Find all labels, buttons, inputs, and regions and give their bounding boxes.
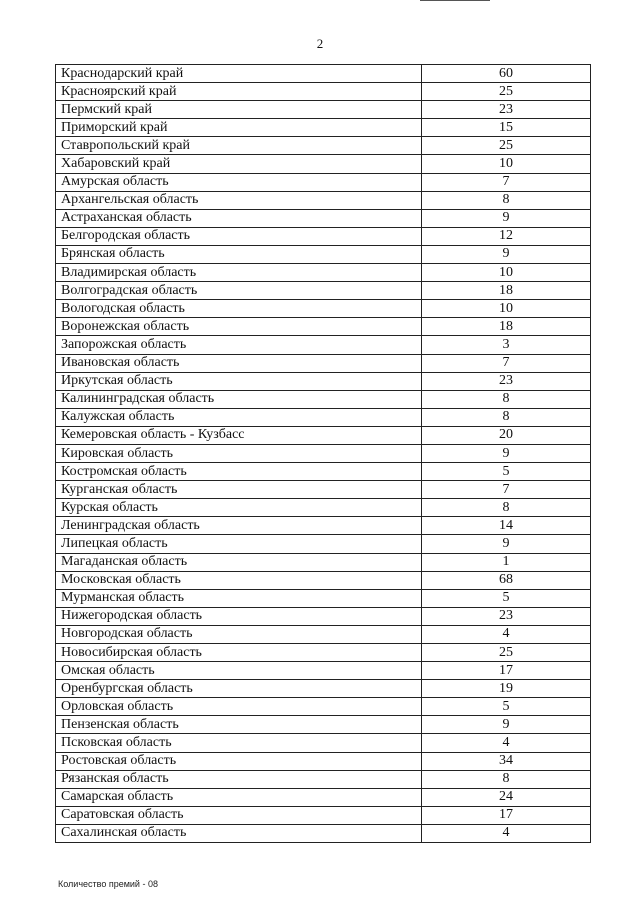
region-name-cell: Пензенская область xyxy=(56,716,422,734)
region-name-cell: Московская область xyxy=(56,571,422,589)
award-count-cell: 8 xyxy=(422,191,591,209)
region-name-cell: Астраханская область xyxy=(56,209,422,227)
award-count-cell: 9 xyxy=(422,716,591,734)
table-row xyxy=(56,245,591,263)
region-name-cell: Вологодская область xyxy=(56,300,422,318)
award-count-cell: 4 xyxy=(422,625,591,643)
award-count-cell: 9 xyxy=(422,535,591,553)
award-count-cell: 18 xyxy=(422,318,591,336)
table-row xyxy=(56,680,591,698)
table-row xyxy=(56,300,591,318)
region-name-cell: Оренбургская область xyxy=(56,680,422,698)
table-row xyxy=(56,101,591,119)
table-row xyxy=(56,83,591,101)
award-count-cell: 4 xyxy=(422,734,591,752)
top-edge-line xyxy=(420,0,490,1)
region-name-cell: Воронежская область xyxy=(56,318,422,336)
region-name-cell: Приморский край xyxy=(56,119,422,137)
table-row xyxy=(56,264,591,282)
region-name-cell: Псковская область xyxy=(56,734,422,752)
award-count-cell: 4 xyxy=(422,824,591,842)
award-count-cell: 25 xyxy=(422,137,591,155)
region-name-cell: Курская область xyxy=(56,499,422,517)
award-count-cell: 25 xyxy=(422,644,591,662)
award-count-cell: 1 xyxy=(422,553,591,571)
region-name-cell: Владимирская область xyxy=(56,264,422,282)
region-name-cell: Иркутская область xyxy=(56,372,422,390)
award-count-cell: 24 xyxy=(422,788,591,806)
region-name-cell: Амурская область xyxy=(56,173,422,191)
award-count-cell: 20 xyxy=(422,426,591,444)
region-name-cell: Архангельская область xyxy=(56,191,422,209)
table-row xyxy=(56,806,591,824)
table-row xyxy=(56,481,591,499)
award-count-cell: 7 xyxy=(422,354,591,372)
region-name-cell: Калужская область xyxy=(56,408,422,426)
region-name-cell: Омская область xyxy=(56,662,422,680)
table-row xyxy=(56,282,591,300)
award-count-cell: 8 xyxy=(422,408,591,426)
region-name-cell: Запорожская область xyxy=(56,336,422,354)
region-name-cell: Красноярский край xyxy=(56,83,422,101)
award-count-cell: 14 xyxy=(422,517,591,535)
table-row xyxy=(56,444,591,462)
table-row xyxy=(56,408,591,426)
table-row xyxy=(56,390,591,408)
table-row xyxy=(56,426,591,444)
region-name-cell: Новгородская область xyxy=(56,625,422,643)
table-row xyxy=(56,535,591,553)
table-row xyxy=(56,499,591,517)
region-name-cell: Костромская область xyxy=(56,463,422,481)
table-row xyxy=(56,788,591,806)
award-count-cell: 17 xyxy=(422,662,591,680)
region-name-cell: Краснодарский край xyxy=(56,65,422,83)
award-count-cell: 60 xyxy=(422,65,591,83)
award-count-cell: 18 xyxy=(422,282,591,300)
region-name-cell: Нижегородская область xyxy=(56,607,422,625)
region-name-cell: Ставропольский край xyxy=(56,137,422,155)
region-name-cell: Ивановская область xyxy=(56,354,422,372)
region-name-cell: Орловская область xyxy=(56,698,422,716)
region-name-cell: Саратовская область xyxy=(56,806,422,824)
award-count-cell: 9 xyxy=(422,245,591,263)
table-row xyxy=(56,607,591,625)
region-name-cell: Сахалинская область xyxy=(56,824,422,842)
award-count-cell: 23 xyxy=(422,372,591,390)
award-count-cell: 9 xyxy=(422,444,591,462)
table-row xyxy=(56,191,591,209)
award-count-cell: 23 xyxy=(422,607,591,625)
table-row xyxy=(56,372,591,390)
region-name-cell: Хабаровский край xyxy=(56,155,422,173)
region-name-cell: Липецкая область xyxy=(56,535,422,553)
table-row xyxy=(56,463,591,481)
region-name-cell: Ростовская область xyxy=(56,752,422,770)
region-name-cell: Волгоградская область xyxy=(56,282,422,300)
table-row xyxy=(56,227,591,245)
table-row xyxy=(56,318,591,336)
table-row xyxy=(56,336,591,354)
award-count-cell: 10 xyxy=(422,264,591,282)
region-name-cell: Брянская область xyxy=(56,245,422,263)
award-count-cell: 5 xyxy=(422,698,591,716)
footer-note: Количество премий - 08 xyxy=(58,879,158,889)
region-name-cell: Новосибирская область xyxy=(56,644,422,662)
regions-table xyxy=(55,64,591,843)
award-count-cell: 9 xyxy=(422,209,591,227)
table-row xyxy=(56,137,591,155)
award-count-cell: 10 xyxy=(422,300,591,318)
table-row xyxy=(56,517,591,535)
award-count-cell: 5 xyxy=(422,463,591,481)
table-row xyxy=(56,173,591,191)
award-count-cell: 3 xyxy=(422,336,591,354)
award-count-cell: 25 xyxy=(422,83,591,101)
table-row xyxy=(56,571,591,589)
table-row xyxy=(56,354,591,372)
award-count-cell: 5 xyxy=(422,589,591,607)
award-count-cell: 15 xyxy=(422,119,591,137)
table-row xyxy=(56,625,591,643)
table-row xyxy=(56,119,591,137)
award-count-cell: 8 xyxy=(422,770,591,788)
region-name-cell: Рязанская область xyxy=(56,770,422,788)
region-name-cell: Магаданская область xyxy=(56,553,422,571)
award-count-cell: 12 xyxy=(422,227,591,245)
award-count-cell: 8 xyxy=(422,499,591,517)
table-row xyxy=(56,553,591,571)
region-name-cell: Кемеровская область - Кузбасс xyxy=(56,426,422,444)
table-row xyxy=(56,752,591,770)
table-row xyxy=(56,644,591,662)
award-count-cell: 8 xyxy=(422,390,591,408)
award-count-cell: 19 xyxy=(422,680,591,698)
table-row xyxy=(56,65,591,83)
table-row xyxy=(56,698,591,716)
table-row xyxy=(56,662,591,680)
table-row xyxy=(56,824,591,842)
table-row xyxy=(56,589,591,607)
table-row xyxy=(56,716,591,734)
region-name-cell: Ленинградская область xyxy=(56,517,422,535)
region-name-cell: Мурманская область xyxy=(56,589,422,607)
region-name-cell: Белгородская область xyxy=(56,227,422,245)
award-count-cell: 34 xyxy=(422,752,591,770)
award-count-cell: 10 xyxy=(422,155,591,173)
table-row xyxy=(56,734,591,752)
award-count-cell: 7 xyxy=(422,173,591,191)
region-name-cell: Калининградская область xyxy=(56,390,422,408)
table-row xyxy=(56,770,591,788)
award-count-cell: 23 xyxy=(422,101,591,119)
table-row xyxy=(56,209,591,227)
regions-table-body xyxy=(56,65,591,843)
table-row xyxy=(56,155,591,173)
region-name-cell: Самарская область xyxy=(56,788,422,806)
region-name-cell: Курганская область xyxy=(56,481,422,499)
page-number: 2 xyxy=(316,36,324,51)
award-count-cell: 17 xyxy=(422,806,591,824)
award-count-cell: 68 xyxy=(422,571,591,589)
region-name-cell: Кировская область xyxy=(56,444,422,462)
award-count-cell: 7 xyxy=(422,481,591,499)
region-name-cell: Пермский край xyxy=(56,101,422,119)
